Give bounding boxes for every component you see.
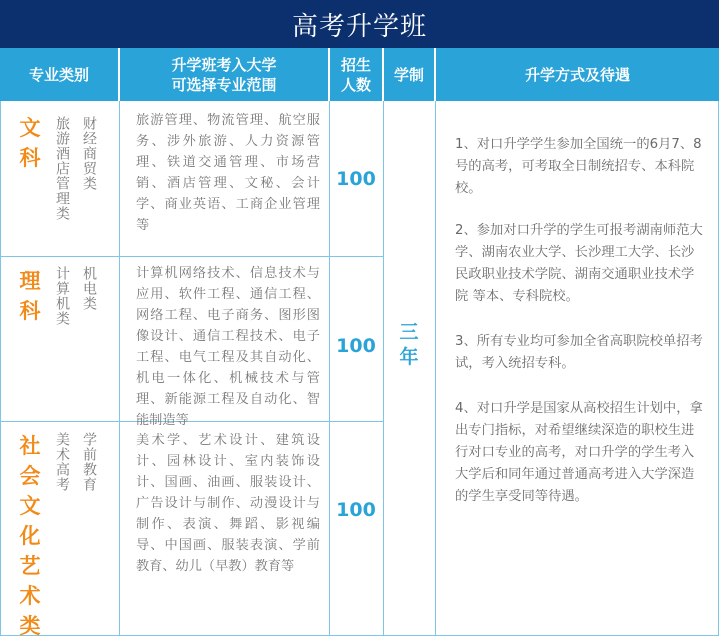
enrollment-count: 100 bbox=[336, 168, 376, 190]
category-liberal-arts: 文科 bbox=[19, 116, 41, 170]
sub-category-computer: 计算机类 bbox=[54, 266, 70, 326]
majors-social-culture-arts: 美术学、艺术设计、建筑设计、园林设计、室内装饰设计、国画、油画、服装设计、广告设计与制作、动漫设计与制作、表演、舞蹈、影视编导、中国画、服装表演、学前教育、幼儿（早教）教育等 bbox=[136, 433, 320, 574]
header-enrollment bbox=[330, 48, 384, 101]
enrollment-count: 100 bbox=[336, 335, 376, 357]
duration-value: 三年 bbox=[399, 321, 419, 368]
grid-line bbox=[0, 256, 384, 257]
header-duration: 学制 bbox=[384, 48, 436, 101]
header-majors bbox=[120, 48, 330, 101]
grid-line bbox=[0, 101, 1, 636]
enrollment-count: 100 bbox=[336, 499, 376, 521]
sub-category-mechatronics: 机电类 bbox=[81, 266, 97, 311]
sub-category-preschool: 学前教育 bbox=[81, 432, 97, 492]
grid-line bbox=[383, 101, 384, 636]
table-header bbox=[0, 48, 719, 101]
grid-line bbox=[329, 101, 330, 636]
method-paragraph-1: 1、对口升学学生参加全国统一的6月7、8号的高考，可考取全日制统招专、本科院校。 bbox=[455, 137, 702, 196]
grid-line bbox=[119, 101, 120, 636]
header-method: 升学方式及待遇 bbox=[524, 65, 630, 84]
header-majors-line1: 升学班考入大学 bbox=[171, 55, 277, 74]
category-science: 理科 bbox=[19, 269, 41, 323]
header-enrollment-line2: 人数 bbox=[340, 75, 371, 94]
grid-line bbox=[435, 101, 436, 636]
header-category: 专业类别 bbox=[0, 48, 120, 101]
page-title: 高考升学班 bbox=[0, 0, 719, 48]
sub-category-finance: 财经商贸类 bbox=[81, 116, 97, 191]
method-paragraph-2: 2、参加对口升学的学生可报考湖南师范大学、湖南农业大学、长沙理工大学、长沙民政职业技术学院、湖南交通职业技术学院 等本、专科院校。 bbox=[455, 223, 703, 304]
majors-science: 计算机网络技术、信息技术与应用、软件工程、通信工程、网络工程、电子商务、图形图像设计、通信工程技术、电子工程、电气工程及其自动化、机电一体化、机械技术与管理、新能源工程及自动化、智能制造等 bbox=[136, 266, 320, 428]
majors-liberal-arts: 旅游管理、物流管理、航空服务、涉外旅游、人力资源管理、铁道交通管理、市场营销、酒店管理、文秘、会计学、商业英语、工商企业管理等 bbox=[136, 113, 320, 233]
category-social-culture-arts: 社会文化艺术类 bbox=[19, 434, 41, 636]
header-majors-line2: 可选择专业范围 bbox=[171, 75, 277, 94]
method-paragraph-4: 4、对口升学是国家从高校招生计划中，拿出专门指标，对希望继续深造的职校生进行对口专业的高考，对口升学的学生考入大学后和同年通过普通高考进入大学深造的学生享受同等待遇。 bbox=[455, 401, 703, 504]
sub-category-art-exam: 美术高考 bbox=[54, 432, 70, 492]
method-paragraph-3: 3、所有专业均可参加全省高职院校单招考试，考入统招专科。 bbox=[455, 334, 703, 371]
sub-category-tourism: 旅游酒店管理类 bbox=[54, 116, 70, 221]
header-enrollment-line1: 招生 bbox=[340, 55, 371, 74]
